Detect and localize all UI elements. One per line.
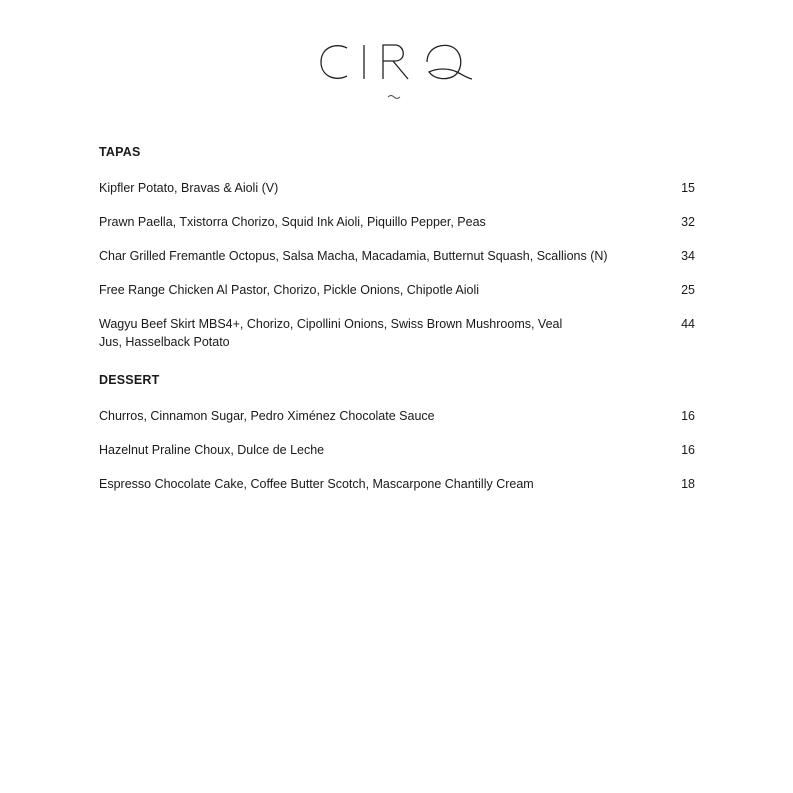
item-price: 18 (681, 477, 695, 491)
item-price: 34 (681, 249, 695, 263)
item-price: 15 (681, 181, 695, 195)
section-heading: DESSERT (99, 373, 160, 387)
cirq-logo (0, 36, 793, 106)
item-name: Churros, Cinnamon Sugar, Pedro Ximénez Chocolate Sauce (99, 409, 435, 423)
item-name: Char Grilled Fremantle Octopus, Salsa Macha, Macadamia, Butternut Squash, Scallions (N) (99, 249, 608, 263)
item-list (99, 407, 695, 493)
item-name: Kipfler Potato, Bravas & Aioli (V) (99, 181, 279, 195)
menu-item (99, 315, 695, 351)
menu-item (99, 213, 695, 231)
section-heading: TAPAS (99, 145, 141, 159)
cirq-logo-mark (317, 36, 477, 106)
item-name: Hazelnut Praline Choux, Dulce de Leche (99, 443, 325, 457)
menu-item (99, 247, 695, 265)
menu-item (99, 475, 695, 493)
menu-item (99, 179, 695, 197)
menu-item (99, 441, 695, 459)
item-price: 44 (681, 317, 695, 331)
item-price: 32 (681, 215, 695, 229)
item-name: Wagyu Beef Skirt MBS4+, Chorizo, Cipollini Onions, Swiss Brown Mushrooms, Veal Jus, Hasselback Potato (99, 317, 563, 349)
section-dessert (99, 372, 695, 493)
item-price: 16 (681, 443, 695, 457)
item-price: 25 (681, 283, 695, 297)
menu-item (99, 407, 695, 425)
section-tapas (99, 144, 695, 351)
item-price: 16 (681, 409, 695, 423)
menu-body (99, 144, 695, 493)
item-list (99, 179, 695, 351)
item-name: Espresso Chocolate Cake, Coffee Butter Scotch, Mascarpone Chantilly Cream (99, 477, 534, 491)
item-name: Prawn Paella, Txistorra Chorizo, Squid Ink Aioli, Piquillo Pepper, Peas (99, 215, 486, 229)
menu-item (99, 281, 695, 299)
item-name: Free Range Chicken Al Pastor, Chorizo, Pickle Onions, Chipotle Aioli (99, 283, 480, 297)
